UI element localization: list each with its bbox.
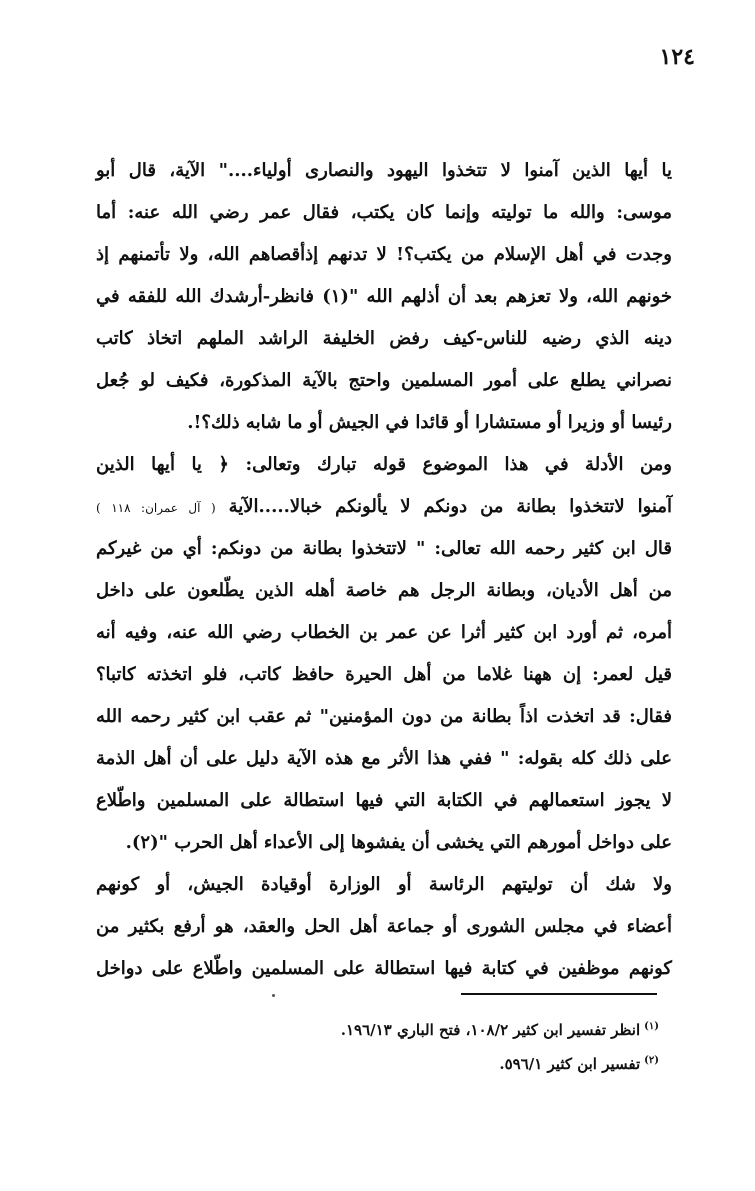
footnotes [99,1010,659,1078]
text-line: موسى: والله ما توليته وإنما كان يكتب، فقال عمر رضي الله عنه: أما [96,202,672,223]
text-line: دينه الذي رضيه للناس-كيف رفض الخليفة الراشد الملهم اتخاذ كاتب [96,328,672,349]
text-line: على ذلك كله بقوله: " ففي هذا الأثر مع هذه الآية دليل على أن أهل الذمة [96,748,672,769]
text-line: ولا شك أن توليتهم الرئاسة أو الوزارة أوقيادة الجيش، أو كونهم [96,874,672,895]
text-line: أعضاء في مجلس الشورى أو جماعة أهل الحل والعقد، هو أرفع بكثير من [96,916,672,937]
text-line: على دواخل أمورهم التي يخشى أن يفشوها إلى الأعداء أهل الحرب "(٢). [125,832,672,853]
text-line: قال ابن كثير رحمه الله تعالى: " لاتتخذوا بطانة من دونكم: أي من غيركم [96,538,673,559]
text-line: قيل لعمر: إن ههنا غلاما من أهل الحيرة حافظ كاتب، فلو اتخذته كاتبا؟ [96,664,672,685]
text-line: فقال: قد اتخذت اذاً بطانة من دون المؤمنين" ثم عقب ابن كثير رحمه الله [96,706,672,727]
text-line: لا يجوز استعمالهم في الكتابة التي فيها استطالة على المسلمين واطّلاع [96,790,672,811]
text-line-with-ref [96,486,672,528]
text-line: كونهم موظفين في كتابة فيها استطالة على المسلمين واطّلاع على دواخل [96,958,672,979]
text-line: ومن الأدلة في هذا الموضوع قوله تبارك وتعالى: ﴿ يا أيها الذين [96,454,672,475]
body-text [96,150,672,990]
footnote-item [99,1010,659,1044]
text-line: نصراني يطلع على أمور المسلمين واحتج بالآية المذكورة، فكيف لو جُعل [96,370,672,391]
footnote-text: تفسير ابن كثير ٥٩٦/١. [499,1055,641,1073]
text-line: من أهل الأديان، وبطانة الرجل هم خاصة أهله الذين يطّلعون على داخل [96,580,672,601]
verse-reference: ( آل عمران: ١١٨ ) [96,501,216,515]
text-line: رئيسا أو وزيرا أو مستشارا أو قائدا في الجيش أو ما شابه ذلك؟!. [187,412,672,433]
footnote-separator [461,993,657,995]
stray-dot [272,994,275,997]
text-line: خونهم الله، ولا تعزهم بعد أن أذلهم الله "(١) فانظر-أرشدك الله للفقه في [96,286,672,307]
text-line: وجدت في أهل الإسلام من يكتب؟! لا تدنهم إذأقصاهم الله، ولا تأتمنهم إذ [96,244,672,265]
footnote-marker: (٢) [644,1055,659,1066]
footnote-item [99,1044,659,1078]
verse-text: آمنوا لاتتخذوا بطانة من دونكم لا يألونكم خبالا.....الآية [228,496,672,517]
text-line: أمره، ثم أورد ابن كثير أثرا عن عمر بن الخطاب رضي الله عنه، وفيه أنه [96,622,672,643]
page-number: ١٢٤ [659,44,695,70]
footnote-text: انظر تفسير ابن كثير ١٠٨/٢، فتح الباري ١٩٦/١٣. [340,1021,641,1039]
footnote-marker: (١) [644,1021,659,1032]
text-line: يا أيها الذين آمنوا لا تتخذوا اليهود والنصارى أولياء...." الآية، قال أبو [96,160,672,181]
